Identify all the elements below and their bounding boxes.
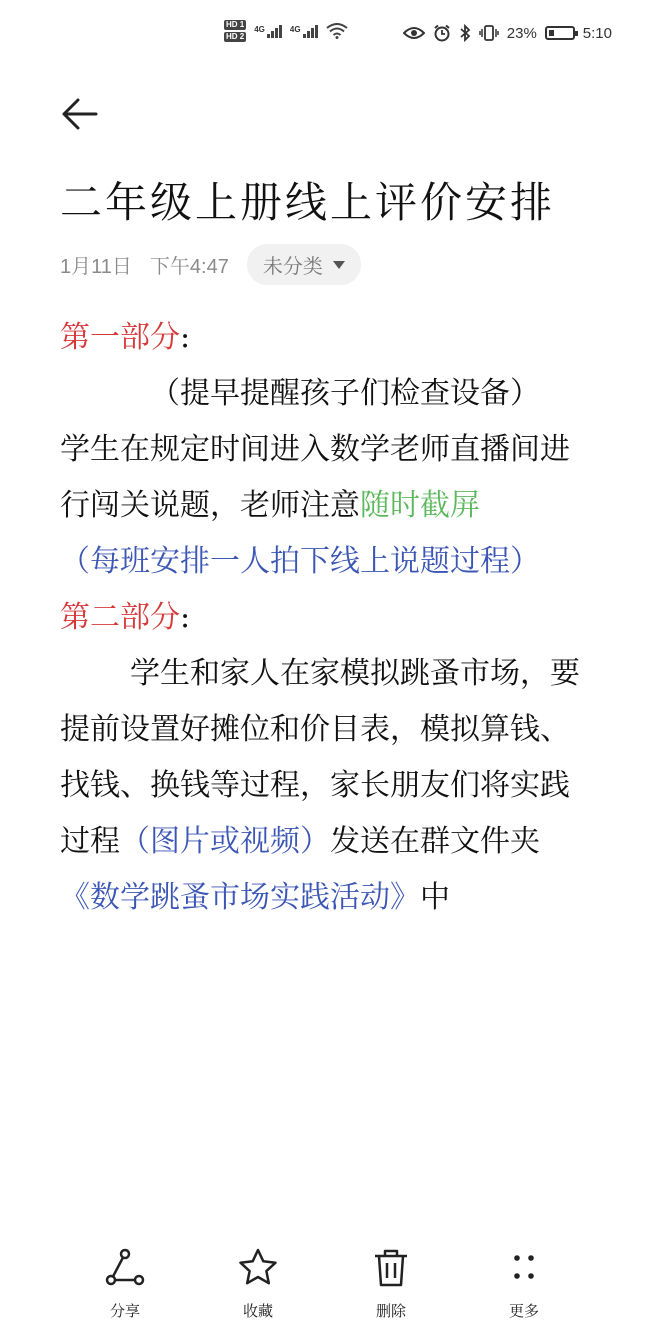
part2-blue-text-1: （图片或视频）	[120, 824, 330, 859]
part2-text-2: 发送在群文件夹	[330, 824, 540, 859]
battery-percent: 23%	[506, 24, 537, 42]
eye-icon	[403, 26, 425, 40]
part2-paragraph	[60, 646, 580, 926]
note-date: 1月11日	[60, 256, 132, 278]
part1-colon: :	[180, 320, 191, 355]
note-meta	[60, 244, 361, 285]
part2-text: 学生和家人在家模拟跳蚤市场，要提前设置好摊位和价目表，模拟算钱、找钱、换钱等过程，家长朋友们将实践过程	[60, 656, 580, 859]
signal-icon-1	[254, 25, 282, 38]
note-title[interactable]: 二年级上册线上评价安排	[60, 178, 556, 227]
note-time: 下午4:47	[149, 256, 229, 278]
delete-button[interactable]	[341, 1246, 441, 1321]
part1-green-text: 随时截屏	[360, 488, 480, 523]
more-label: 更多	[508, 1303, 539, 1320]
favorite-button[interactable]	[208, 1246, 308, 1321]
chevron-down-icon	[333, 261, 345, 269]
hd1-badge: HD 1	[226, 20, 245, 29]
signal-icon-2	[290, 25, 318, 38]
network-label-1: 4G	[254, 24, 265, 34]
part1-heading-line	[60, 310, 580, 366]
back-arrow-icon[interactable]	[58, 92, 102, 136]
status-bar	[0, 14, 650, 62]
bluetooth-icon	[459, 24, 471, 42]
delete-label: 删除	[375, 1303, 406, 1320]
status-right	[403, 24, 612, 42]
category-dropdown[interactable]	[247, 244, 361, 285]
network-label-2: 4G	[289, 24, 301, 34]
part1-text: 学生在规定时间进入数学老师直播间进行闯关说题，老师注意	[60, 432, 570, 523]
more-button[interactable]	[474, 1246, 574, 1321]
part1-heading: 第一部分	[60, 320, 180, 355]
part2-heading-line	[60, 590, 580, 646]
status-left	[224, 20, 348, 42]
part1-reminder: （提早提醒孩子们检查设备）	[150, 376, 540, 411]
status-time: 5:10	[582, 24, 612, 42]
more-dots-icon	[502, 1246, 546, 1290]
part2-text-3: 中	[420, 880, 450, 915]
favorite-label: 收藏	[242, 1303, 273, 1320]
battery-icon	[545, 26, 575, 40]
trash-icon	[369, 1246, 413, 1290]
note-body[interactable]	[60, 310, 580, 926]
hd2-badge: HD 2	[226, 32, 245, 41]
part2-blue-text-2: 《数学跳蚤市场实践活动》	[60, 880, 420, 915]
wifi-icon	[326, 23, 348, 39]
share-button[interactable]	[75, 1246, 175, 1321]
part1-blue-text: （每班安排一人拍下线上说题过程）	[60, 544, 540, 579]
part2-heading: 第二部分	[60, 600, 180, 635]
vibrate-icon	[479, 24, 499, 42]
hd-badges	[224, 20, 246, 42]
star-icon	[236, 1246, 280, 1290]
category-label: 未分类	[262, 256, 323, 278]
alarm-icon	[433, 24, 451, 42]
part2-colon: :	[180, 600, 191, 635]
share-label: 分享	[109, 1303, 140, 1320]
share-icon	[103, 1246, 147, 1290]
bottom-toolbar	[0, 1246, 650, 1340]
part1-paragraph	[60, 422, 580, 534]
